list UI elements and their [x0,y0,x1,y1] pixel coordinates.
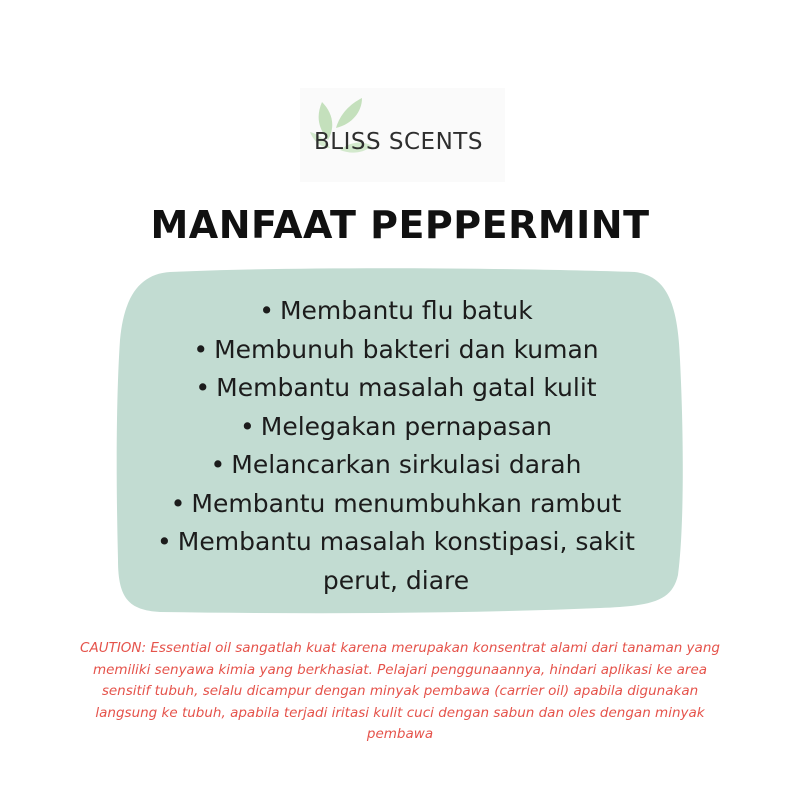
bullet-icon: • [210,450,226,479]
benefit-item [128,331,664,370]
benefit-text: Melegakan pernapasan [260,411,552,441]
brand-name: BLISS SCENTS [314,129,483,155]
bullet-icon: • [195,373,211,402]
benefit-item [128,408,664,447]
bullet-icon: • [240,411,255,441]
bullet-icon: • [193,334,209,364]
benefit-text: Membantu flu batuk [279,296,533,325]
benefits-list [128,292,664,600]
benefit-item [128,523,664,600]
benefit-item [128,369,664,408]
benefit-text: Membunuh bakteri dan kuman [214,334,599,364]
benefit-text: Membantu masalah gatal kulit [216,373,597,402]
bullet-icon: • [170,488,186,518]
bullet-icon: • [157,527,172,556]
benefit-text: Membantu menumbuhkan rambut [191,488,622,518]
benefit-item [128,446,664,485]
bullet-icon: • [259,296,274,325]
benefit-item [128,292,664,331]
caution-note: CAUTION: Essential oil sangatlah kuat karena merupakan konsentrat alami dari tanaman yang memiliki senyawa kimia yang berkhasiat. Pelajari penggunaannya, hindari aplikasi ke area sensitif tubuh, selalu dicampur dengan minyak pembawa (carrier oil) apabila digunakan langsung ke tubuh, apabila terjadi iritasi kulit cuci dengan sabun dan oles dengan minyak pembawa [80,640,720,742]
benefit-item [128,485,664,524]
benefit-text: Melancarkan sirkulasi darah [231,450,582,479]
page-title: MANFAAT PEPPERMINT [150,203,650,247]
benefit-text: Membantu masalah konstipasi, sakit perut, diare [177,527,635,595]
